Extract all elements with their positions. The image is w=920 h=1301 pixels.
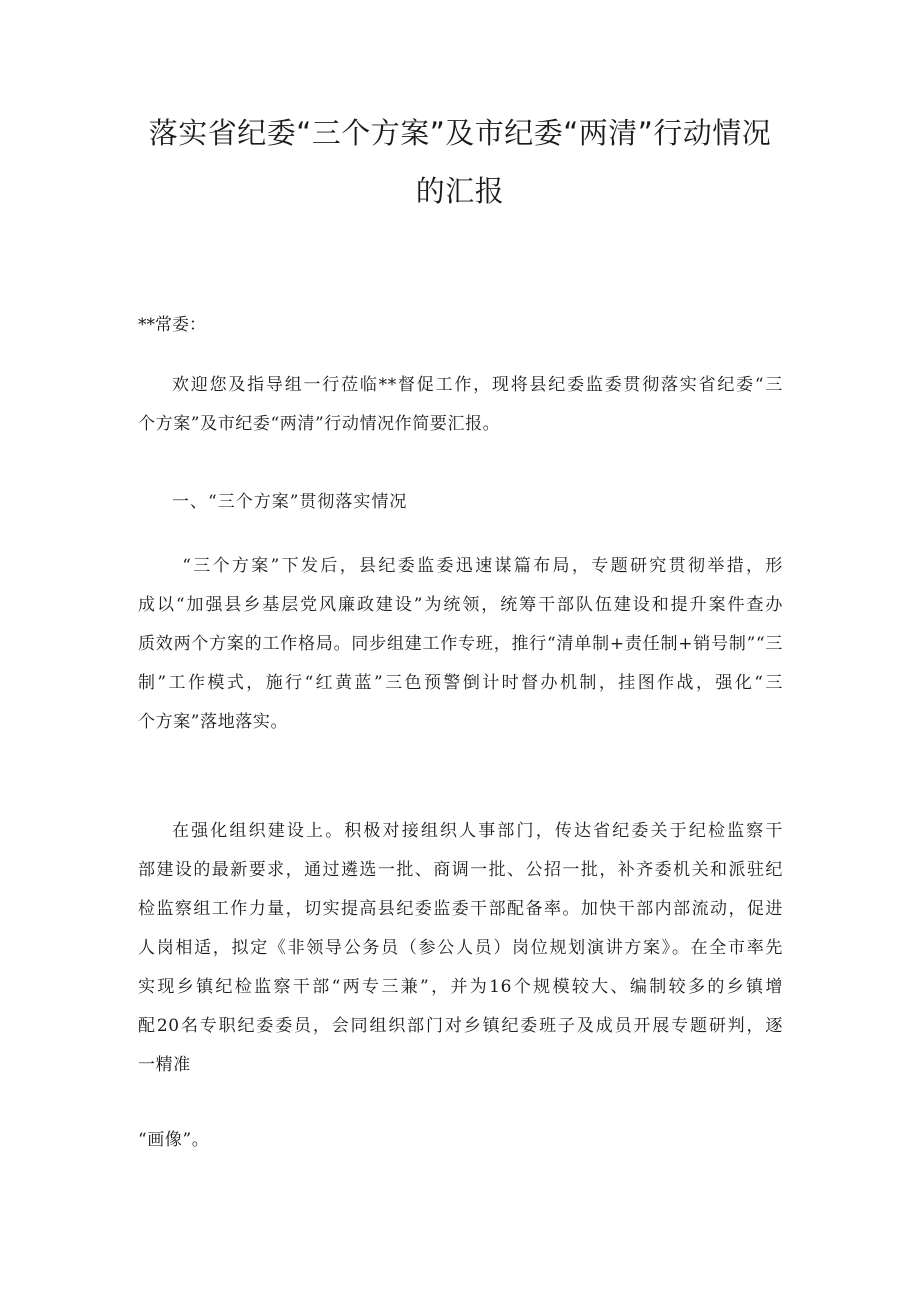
- text-line: 人岗相适，拟定《非领导公务员（参公人员）岗位规划演讲方案》。在全市率先: [138, 938, 783, 958]
- title-line-1: 落实省纪委“三个方案”及市纪委“两清”行动情况: [148, 116, 772, 150]
- section-heading: [138, 483, 783, 522]
- text-line: 一精准: [138, 1055, 191, 1075]
- text-line: 检监察组工作力量，切实提高县纪委监委干部配备率。加快干部内部流动，促进: [138, 899, 783, 919]
- title-line-2: 的汇报: [415, 174, 505, 208]
- salutation: **常委：: [138, 315, 206, 335]
- text-line: 个方案”落地落实。: [138, 712, 289, 732]
- text-line: 一、“三个方案”贯彻落实情况: [172, 492, 408, 512]
- text-line: 个方案”及市纪委“两清”行动情况作简要汇报。: [138, 414, 501, 434]
- trailing-fragment: [138, 1121, 783, 1160]
- body-paragraph-2: [138, 812, 783, 1085]
- intro-paragraph: [138, 366, 783, 444]
- text-line: “画像”。: [138, 1130, 210, 1150]
- text-line: 配20名专职纪委委员，会同组织部门对乡镇纪委班子及成员开展专题研判，逐: [138, 1016, 783, 1036]
- text-line: 成以“加强县乡基层党风廉政建设”为统领，统筹干部队伍建设和提升案件查办: [138, 595, 783, 615]
- text-line: “三个方案”下发后，县纪委监委迅速谋篇布局，专题研究贯彻举措，形: [182, 556, 783, 576]
- text-line: 在强化组织建设上。积极对接组织人事部门，传达省纪委关于纪检监察干: [172, 821, 783, 841]
- text-line: 实现乡镇纪检监察干部“两专三兼”，并为16个规模较大、编制较多的乡镇增: [138, 977, 783, 997]
- text-line: 部建设的最新要求，通过遴选一批、商调一批、公招一批，补齐委机关和派驻纪: [138, 860, 783, 880]
- text-line: 质效两个方案的工作格局。同步组建工作专班，推行“清单制+责任制+销号制”“三: [138, 634, 783, 654]
- body-paragraph-1: [138, 547, 783, 742]
- text-line: 制”工作模式，施行“红黄蓝”三色预警倒计时督办机制，挂图作战，强化“三: [138, 673, 783, 693]
- text-line: 欢迎您及指导组一行莅临**督促工作，现将县纪委监委贯彻落实省纪委“三: [172, 375, 783, 395]
- document-title: [120, 104, 800, 220]
